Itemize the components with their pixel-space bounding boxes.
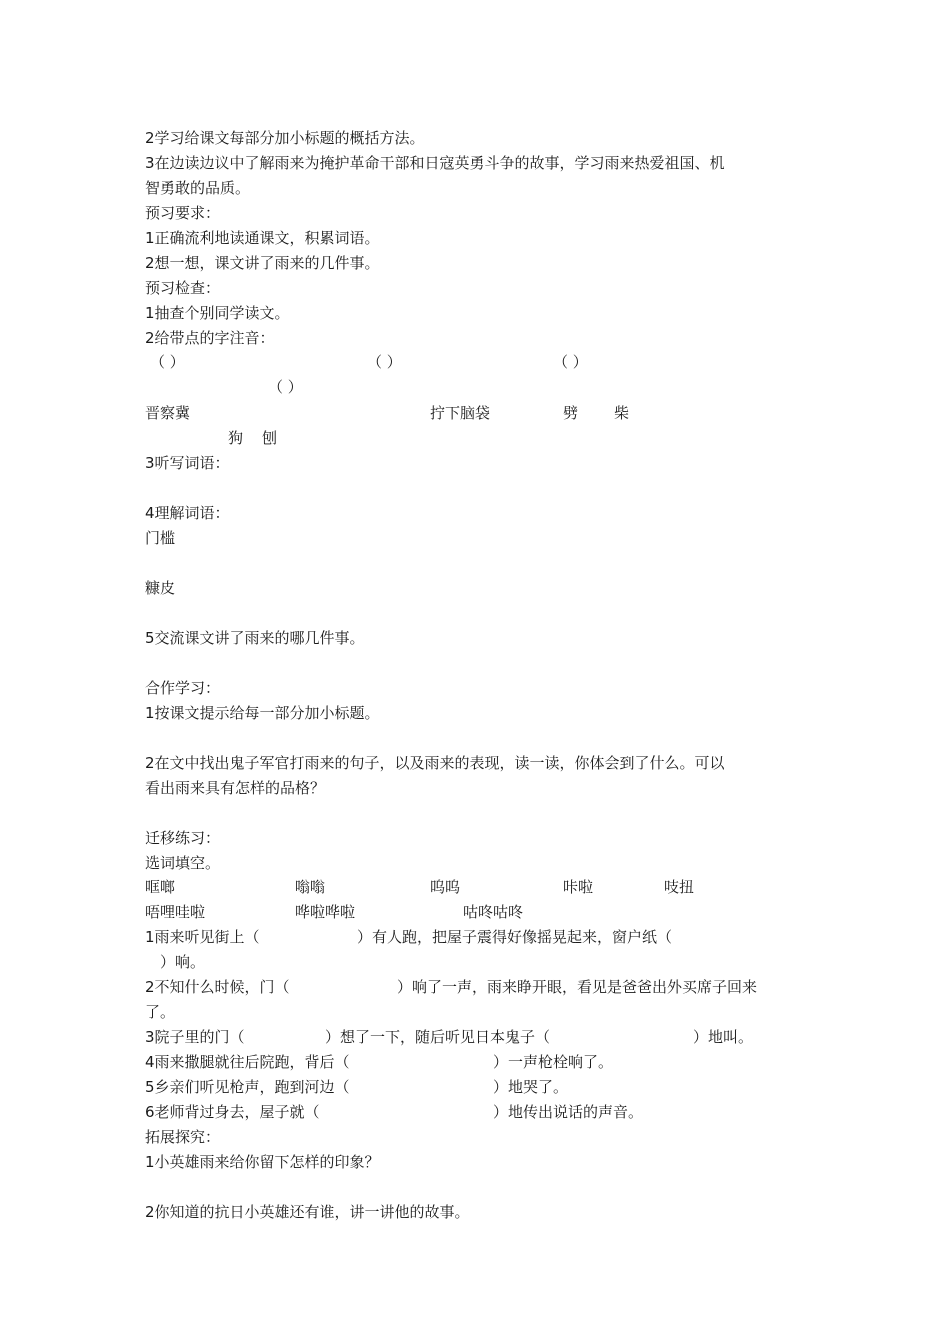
preview-check-3: 3听写词语：	[145, 454, 230, 472]
pinyin-blank: （ ）	[367, 353, 402, 371]
word-bank-item: 吱扭	[664, 878, 695, 896]
word-bank-item: 哗啦哗啦	[295, 903, 356, 921]
preview-check-2: 2给带点的字注音：	[145, 329, 275, 347]
sentence-2-part: 了。	[145, 1003, 176, 1021]
sentence-2-part: ）响了一声，雨来睁开眼，看见是爸爸出外买席子回来	[397, 978, 758, 996]
phonetic-word: 柴	[614, 404, 630, 422]
word-bank-item: 呜呜	[430, 878, 461, 896]
preview-check-5: 5交流课文讲了雨来的哪几件事。	[145, 629, 365, 647]
extension-heading: 拓展探究：	[145, 1128, 221, 1146]
cooperative-task-1: 1按课文提示给每一部分加小标题。	[145, 704, 380, 722]
pinyin-blank: （ ）	[268, 378, 303, 396]
extension-question-2: 2你知道的抗日小英雄还有谁，讲一讲他的故事。	[145, 1203, 470, 1221]
sentence-3-part: ）地叫。	[693, 1028, 754, 1046]
sentence-4-part: ）一声枪栓响了。	[493, 1053, 614, 1071]
preview-requirements-heading: 预习要求：	[145, 204, 221, 222]
word-bank-item: 唔哩哇啦	[145, 903, 206, 921]
sentence-1-part: 1雨来听见街上（	[145, 928, 260, 946]
extension-question-1: 1小英雄雨来给你留下怎样的印象？	[145, 1153, 380, 1171]
phonetic-word: 刨	[262, 429, 278, 447]
preview-check-heading: 预习检查：	[145, 279, 221, 297]
word-bank-item: 咔啦	[563, 878, 594, 896]
preview-check-4: 4理解词语：	[145, 504, 230, 522]
objective-2: 2学习给课文每部分加小标题的概括方法。	[145, 129, 425, 147]
word-bank-item: 哐啷	[145, 878, 176, 896]
sentence-6-part: 6老师背过身去，屋子就（	[145, 1103, 320, 1121]
sentence-4-part: 4雨来撒腿就往后院跑，背后（	[145, 1053, 350, 1071]
transfer-practice-heading: 迁移练习：	[145, 829, 221, 847]
sentence-1-part: ）响。	[160, 953, 206, 971]
phonetic-word: 晋察冀	[145, 404, 191, 422]
sentence-2-part: 2不知什么时候，门（	[145, 978, 290, 996]
vocabulary-term: 门槛	[145, 529, 176, 547]
sentence-5-part: 5乡亲们听见枪声，跑到河边（	[145, 1078, 350, 1096]
sentence-3-part: ）想了一下，随后听见日本鬼子（	[325, 1028, 551, 1046]
preview-requirement-1: 1正确流利地读通课文，积累词语。	[145, 229, 380, 247]
word-bank-item: 咕咚咕咚	[463, 903, 524, 921]
vocabulary-term: 糠皮	[145, 579, 176, 597]
pinyin-blank: （ ）	[150, 353, 185, 371]
preview-requirement-2: 2想一想，课文讲了雨来的几件事。	[145, 254, 380, 272]
cooperative-task-2-line1: 2在文中找出鬼子军官打雨来的句子，以及雨来的表现，读一读，你体会到了什么。可以	[145, 754, 725, 772]
preview-check-1: 1抽查个别同学读文。	[145, 304, 290, 322]
word-choice-instruction: 选词填空。	[145, 854, 221, 872]
objective-3-line1: 3在边读边议中了解雨来为掩护革命干部和日寇英勇斗争的故事，学习雨来热爱祖国、机	[145, 154, 725, 172]
sentence-6-part: ）地传出说话的声音。	[493, 1103, 644, 1121]
sentence-3-part: 3院子里的门（	[145, 1028, 245, 1046]
phonetic-word: 劈	[563, 404, 579, 422]
phonetic-word: 狗	[228, 429, 244, 447]
sentence-5-part: ）地哭了。	[493, 1078, 569, 1096]
sentence-1-part: ）有人跑，把屋子震得好像摇晃起来，窗户纸（	[357, 928, 673, 946]
cooperative-learning-heading: 合作学习：	[145, 679, 221, 697]
phonetic-word: 拧下脑袋	[430, 404, 491, 422]
pinyin-blank: （ ）	[553, 353, 588, 371]
cooperative-task-2-line2: 看出雨来具有怎样的品格？	[145, 779, 326, 797]
word-bank-item: 嗡嗡	[295, 878, 326, 896]
objective-3-line2: 智勇敢的品质。	[145, 179, 251, 197]
